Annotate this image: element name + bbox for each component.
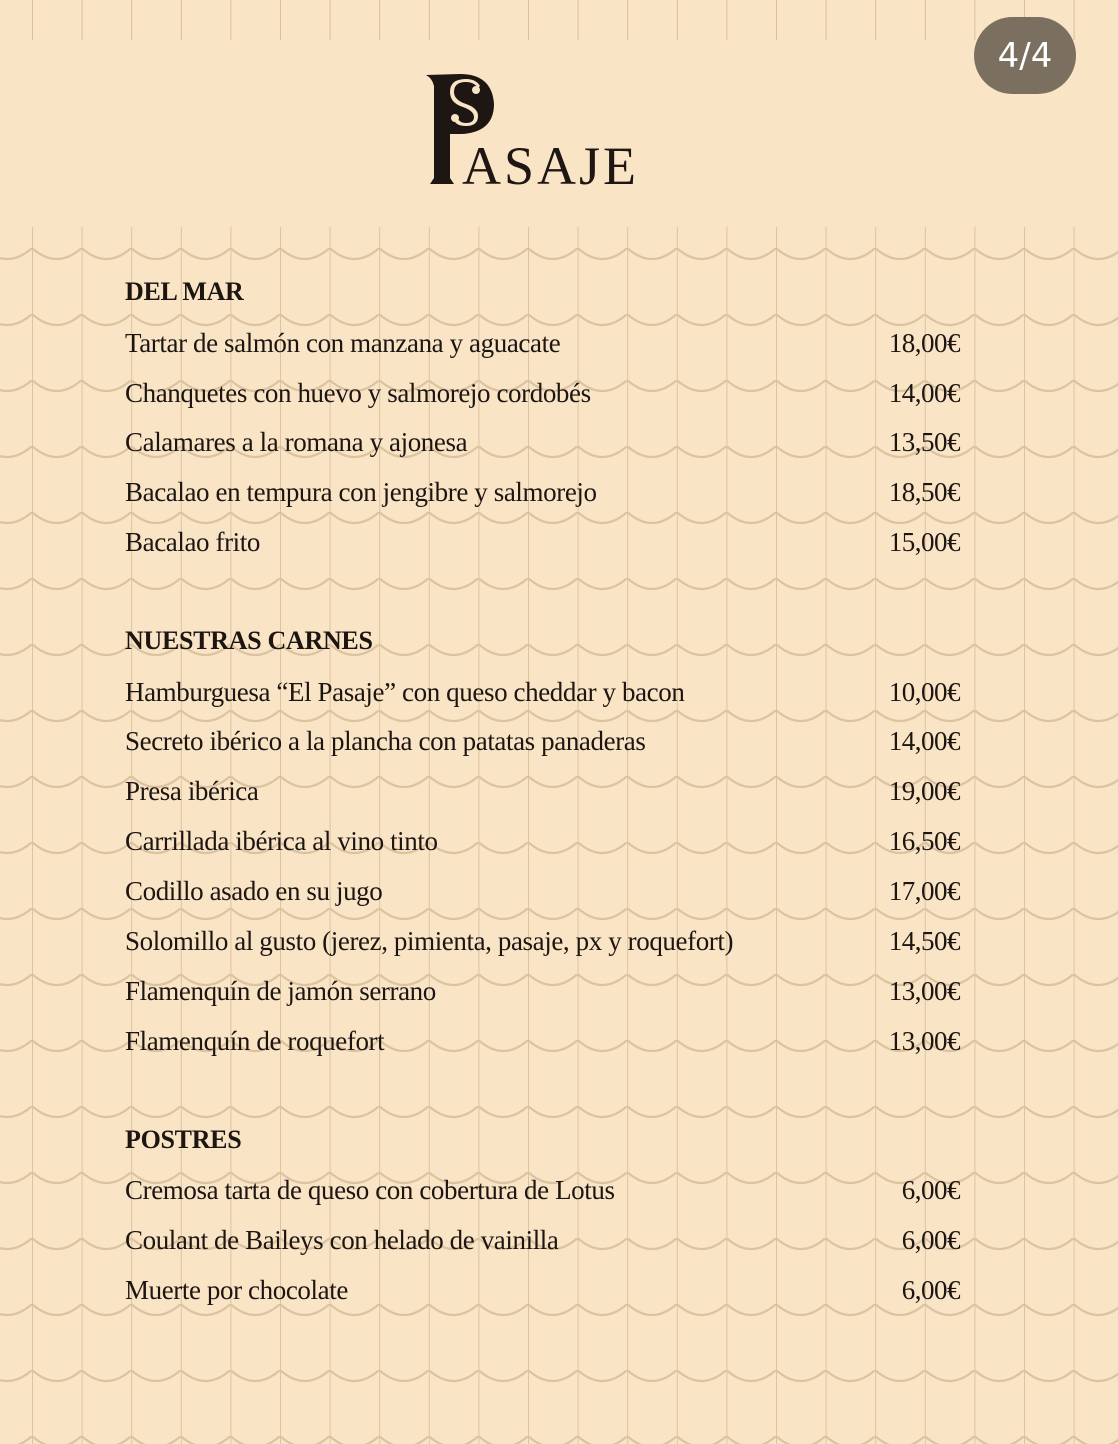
menu-item — [125, 675, 960, 709]
item-name: Solomillo al gusto (jerez, pimienta, pasaje, px y roquefort) — [125, 926, 734, 956]
item-name: Muerte por chocolate — [125, 1275, 348, 1305]
item-name: Cremosa tarta de queso con cobertura de Lotus — [125, 1175, 615, 1205]
item-price: 10,00€ — [888, 677, 960, 707]
item-name: Codillo asado en su jugo — [125, 876, 383, 906]
item-price: 13,00€ — [888, 976, 960, 1006]
item-name: Chanquetes con huevo y salmorejo cordobés — [125, 378, 591, 408]
item-name: Coulant de Baileys con helado de vainilla — [125, 1225, 559, 1255]
page-counter-badge — [974, 17, 1076, 94]
menu-item — [125, 326, 960, 360]
page-counter-text: 4/4 — [997, 35, 1053, 76]
item-price: 14,00€ — [888, 378, 960, 408]
item-name: Presa ibérica — [125, 776, 259, 806]
menu-item — [125, 525, 960, 559]
menu-item — [125, 924, 960, 958]
section-title-del-mar: DEL MAR — [125, 277, 244, 306]
menu-item — [125, 724, 960, 758]
item-name: Hamburguesa “El Pasaje” con queso cheddar y bacon — [125, 677, 685, 707]
item-name: Flamenquín de roquefort — [125, 1026, 385, 1056]
menu-item — [125, 376, 960, 410]
item-name: Calamares a la romana y ajonesa — [125, 427, 468, 457]
item-price: 13,00€ — [888, 1026, 960, 1056]
item-price: 19,00€ — [888, 776, 960, 806]
item-price: 6,00€ — [901, 1175, 960, 1205]
menu-item — [125, 425, 960, 459]
item-price: 6,00€ — [901, 1225, 960, 1255]
menu-item — [125, 824, 960, 858]
item-name: Bacalao frito — [125, 527, 260, 557]
item-price: 17,00€ — [888, 876, 960, 906]
menu-item — [125, 874, 960, 908]
item-name: Bacalao en tempura con jengibre y salmorejo — [125, 477, 597, 507]
logo-wordmark: ASAJE — [462, 136, 640, 196]
menu-item — [125, 774, 960, 808]
item-name: Secreto ibérico a la plancha con patatas panaderas — [125, 726, 646, 756]
item-price: 15,00€ — [888, 527, 960, 557]
item-name: Carrillada ibérica al vino tinto — [125, 826, 438, 856]
menu-item — [125, 1173, 960, 1207]
menu-item — [125, 1223, 960, 1257]
item-price: 13,50€ — [888, 427, 960, 457]
item-price: 14,50€ — [888, 926, 960, 956]
menu-item — [125, 974, 960, 1008]
menu-item — [125, 475, 960, 509]
menu-item — [125, 1024, 960, 1058]
item-price: 6,00€ — [901, 1275, 960, 1305]
item-name: Tartar de salmón con manzana y aguacate — [125, 328, 561, 358]
menu-item — [125, 1273, 960, 1307]
item-name: Flamenquín de jamón serrano — [125, 976, 436, 1006]
section-title-nuestras-carnes: NUESTRAS CARNES — [125, 626, 373, 655]
item-price: 18,50€ — [888, 477, 960, 507]
item-price: 14,00€ — [888, 726, 960, 756]
item-price: 18,00€ — [888, 328, 960, 358]
section-title-postres: POSTRES — [125, 1125, 242, 1154]
item-price: 16,50€ — [888, 826, 960, 856]
